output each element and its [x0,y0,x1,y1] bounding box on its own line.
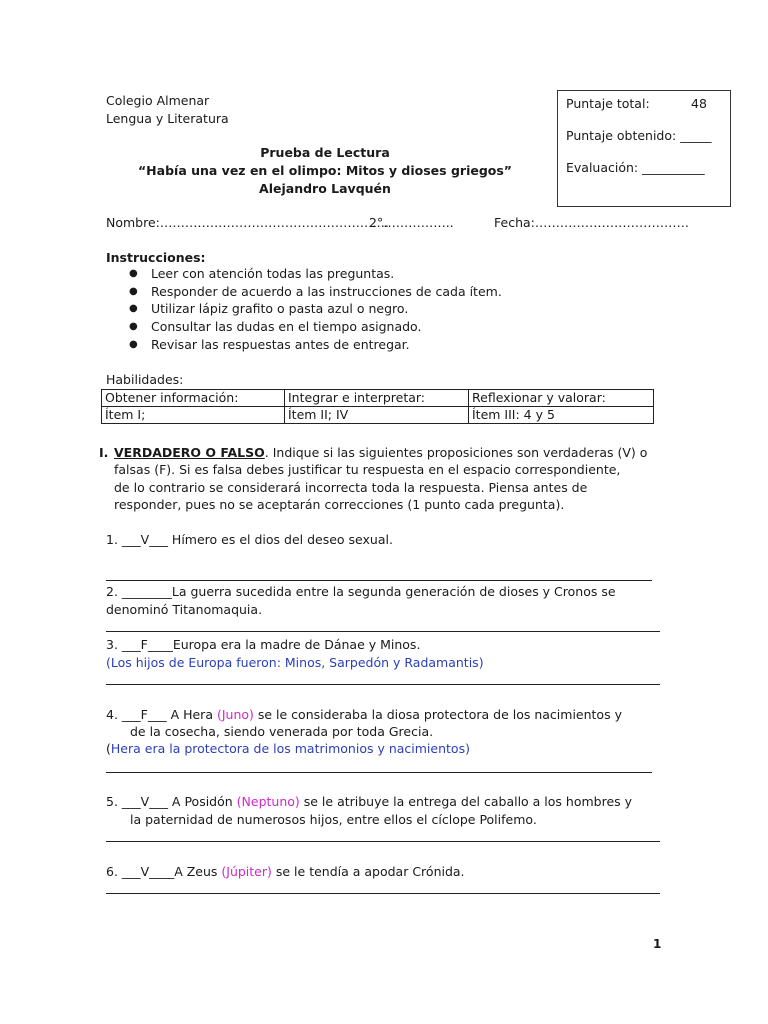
answer-line[interactable] [106,684,660,685]
instruction-item: ● Responder de acuerdo a las instrucciones de cada ítem. [151,284,502,299]
obtained-score-field: Puntaje obtenido: _____ [566,128,712,143]
question-4-continuation: de la cosecha, siendo venerada por toda Grecia. [130,724,434,739]
skills-header-cell: Reflexionar y valorar: [469,390,654,407]
question-1: 1. ___V___ Hímero es el dios del deseo sexual. [106,532,393,547]
question-5-prefix: 5. ___V___ A Posidón [106,794,237,809]
roman-name-jupiter: (Júpiter) [221,864,272,879]
section-instruction-line: responder, pues no se aceptarán correcciones (1 punto cada pregunta). [114,497,565,512]
correction-paren: ( [106,741,111,756]
total-score-value: 48 [691,96,707,111]
question-5-continuation: la paternidad de numerosos hijos, entre ellos el cíclope Polifemo. [130,812,537,827]
answer-line[interactable] [106,893,660,894]
book-title: “Había una vez en el olimpo: Mitos y dioses griegos” [137,163,513,178]
date-field[interactable]: Fecha:………………………………. [494,215,689,230]
total-score-label: Puntaje total: [566,96,650,111]
book-author: Alejandro Lavquén [259,181,391,196]
skills-header-cell: Obtener información: [102,390,285,407]
grade-field[interactable]: 2°…………….. [369,215,454,230]
section-instruction-line [114,445,647,460]
evaluation-field: Evaluación: __________ [566,160,705,175]
table-row [102,390,654,407]
question-6 [106,864,465,879]
question-6-prefix: 6. ___V____A Zeus [106,864,222,879]
question-4-correction [106,741,470,756]
roman-name-neptuno: (Neptuno) [236,794,300,809]
answer-line[interactable] [106,631,660,632]
question-3: 3. ___F____Europa era la madre de Dánae y Minos. [106,637,421,652]
section-instruction-rest: . Indique si las siguientes proposiciones son verdaderas (V) o [264,445,648,460]
section-instruction-line: de lo contrario se considerará incorrecta toda la respuesta. Piensa antes de [114,480,588,495]
instruction-item: ● Leer con atención todas las preguntas. [151,266,394,281]
question-5 [106,794,632,809]
instruction-item: ● Revisar las respuestas antes de entregar. [151,337,410,352]
name-field[interactable]: Nombre:………………………………………………. [106,215,389,230]
school-name: Colegio Almenar [106,93,210,108]
score-box [557,90,731,207]
question-5-suffix: se le atribuye la entrega del caballo a los hombres y [299,794,633,809]
section-heading: VERDADERO O FALSO [114,445,265,460]
skills-item-cell: Ítem II; IV [285,407,469,424]
instructions-heading: Instrucciones: [106,250,206,265]
skills-table [101,389,654,424]
question-3-correction: (Los hijos de Europa fueron: Minos, Sarpedón y Radamantis) [106,655,484,670]
page-number: 1 [653,937,662,951]
question-2-continuation: denominó Titanomaquia. [106,602,263,617]
skills-heading: Habilidades: [106,372,184,387]
test-title: Prueba de Lectura [260,145,390,160]
question-2: 2. ________La guerra sucedida entre la segunda generación de dioses y Cronos se [106,584,616,599]
correction-text: Hera era la protectora de los matrimonios y nacimientos) [110,741,470,756]
section-instruction-line: falsas (F). Si es falsa debes justificar tu respuesta en el espacio correspondiente, [114,462,621,477]
answer-line[interactable] [106,580,652,581]
skills-item-cell: Ítem I; [102,407,285,424]
subject-name: Lengua y Literatura [106,111,229,126]
roman-name-juno: (Juno) [216,707,254,722]
skills-item-cell: Ítem III: 4 y 5 [469,407,654,424]
instruction-item: ● Consultar las dudas en el tiempo asignado. [151,319,421,334]
question-4-suffix: se le consideraba la diosa protectora de los nacimientos y [253,707,622,722]
question-4 [106,707,622,722]
skills-header-cell: Integrar e interpretar: [285,390,469,407]
question-6-suffix: se le tendía a apodar Crónida. [271,864,465,879]
answer-line[interactable] [106,772,652,773]
question-4-prefix: 4. ___F___ A Hera [106,707,217,722]
instruction-item: ● Utilizar lápiz grafito o pasta azul o negro. [151,301,408,316]
section-number: I. [99,445,109,460]
table-row [102,407,654,424]
answer-line[interactable] [106,841,660,842]
